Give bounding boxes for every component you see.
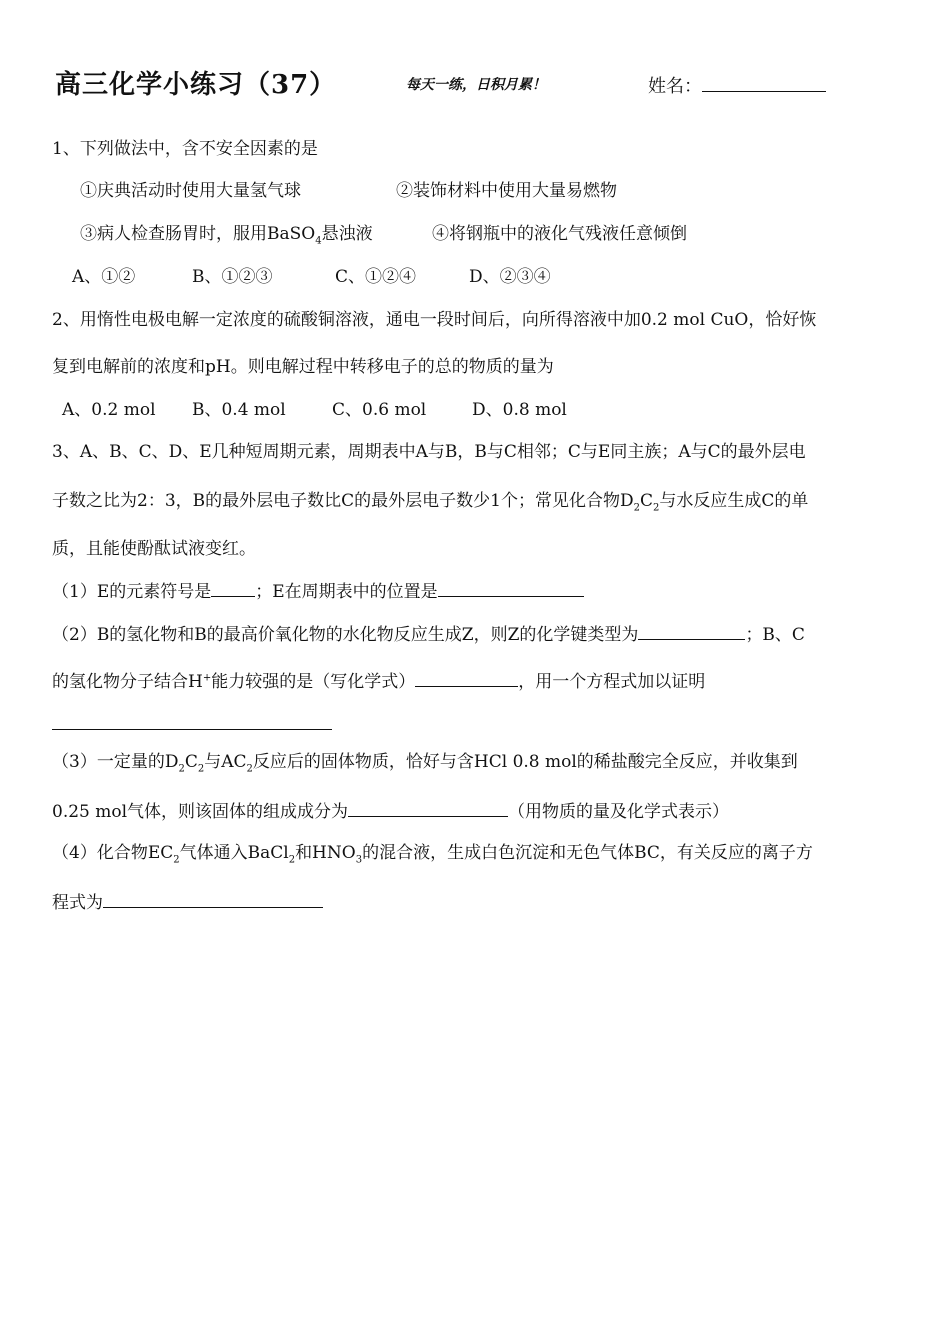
answer-blank-equation[interactable] — [52, 711, 332, 730]
q2-choice-d: D、0.8 mol — [472, 400, 567, 420]
q1-option-4: ④将钢瓶中的液化气残液任意倾倒 — [432, 224, 687, 244]
q3-part-4-line-2: 程式为 — [52, 889, 323, 914]
q2-choice-b: B、0.4 mol — [192, 400, 286, 420]
q2-choice-c: C、0.6 mol — [332, 400, 427, 420]
q3-stem-line-1: 3、A、B、C、D、E几种短周期元素，周期表中A与B，B与C相邻；C与E同主族；A与C的最外层电 — [52, 442, 806, 462]
q1-choice-b: B、①②③ — [192, 267, 273, 287]
q2-stem-line-2: 复到电解前的浓度和pH。则电解过程中转移电子的总的物质的量为 — [52, 357, 554, 377]
q1-choice-d: D、②③④ — [469, 267, 551, 287]
q3-stem-line-2: 子数之比为2：3，B的最外层电子数比C的最外层电子数少1个；常见化合物$D_2C_2$与水反应生成C的单 — [52, 491, 809, 514]
answer-blank-element-symbol[interactable] — [211, 578, 255, 597]
answer-blank-position[interactable] — [438, 578, 584, 597]
q3-part-3-line-1: （3）一定量的$D_2C_2$与$AC_2$反应后的固体物质，恰好与含HCl 0.8 mol的稀盐酸完全反应，并收集到 — [52, 752, 798, 775]
answer-blank-formula[interactable] — [415, 668, 518, 687]
q2-choice-a: A、0.2 mol — [62, 400, 156, 420]
q1-choice-a: A、①② — [72, 267, 136, 287]
q1-stem: 1、下列做法中，含不安全因素的是 — [52, 139, 318, 159]
q1-choice-c: C、①②④ — [335, 267, 417, 287]
q2-stem-line-1: 2、用惰性电极电解一定浓度的硫酸铜溶液，通电一段时间后，向所得溶液中加0.2 mol CuO，恰好恢 — [52, 310, 817, 330]
q1-option-3: ③病人检查肠胃时，服用BaSO$_4$悬浊液 — [80, 224, 373, 247]
q3-part-2-line-3 — [52, 711, 332, 736]
q3-stem-line-3: 质，且能使酚酞试液变红。 — [52, 539, 256, 559]
q3-part-2-line-2: 的氢化物分子结合H+能力较强的是（写化学式） ，用一个方程式加以证明 — [52, 668, 705, 693]
q1-option-1: ①庆典活动时使用大量氢气球 — [80, 181, 301, 201]
name-field — [648, 72, 826, 98]
name-label: 姓名： — [648, 76, 702, 97]
q3-part-4-line-1: （4）化合物$EC_2$气体通入BaCl$_2$和$HNO_3$的混合液，生成白色沉淀和无色气体BC，有关反应的离子方 — [52, 843, 813, 866]
answer-blank-composition[interactable] — [348, 798, 508, 817]
name-blank[interactable] — [702, 73, 826, 92]
q1-option-2: ②装饰材料中使用大量易燃物 — [396, 181, 617, 201]
page-title: 高三化学小练习（37） — [55, 70, 337, 100]
q3-part-2-line-1: （2）B的氢化物和B的最高价氧化物的水化物反应生成Z，则Z的化学键类型为 ；B、C — [52, 621, 805, 646]
q3-part-1: （1）E的元素符号是 ；E在周期表中的位置是 — [52, 578, 584, 603]
motto-text: 每天一练，日积月累！ — [406, 77, 546, 93]
answer-blank-bond-type[interactable] — [638, 621, 745, 640]
q3-part-3-line-2: 0.25 mol气体，则该固体的组成成分为 （用物质的量及化学式表示） — [52, 798, 729, 823]
answer-blank-ionic-equation[interactable] — [103, 889, 323, 908]
